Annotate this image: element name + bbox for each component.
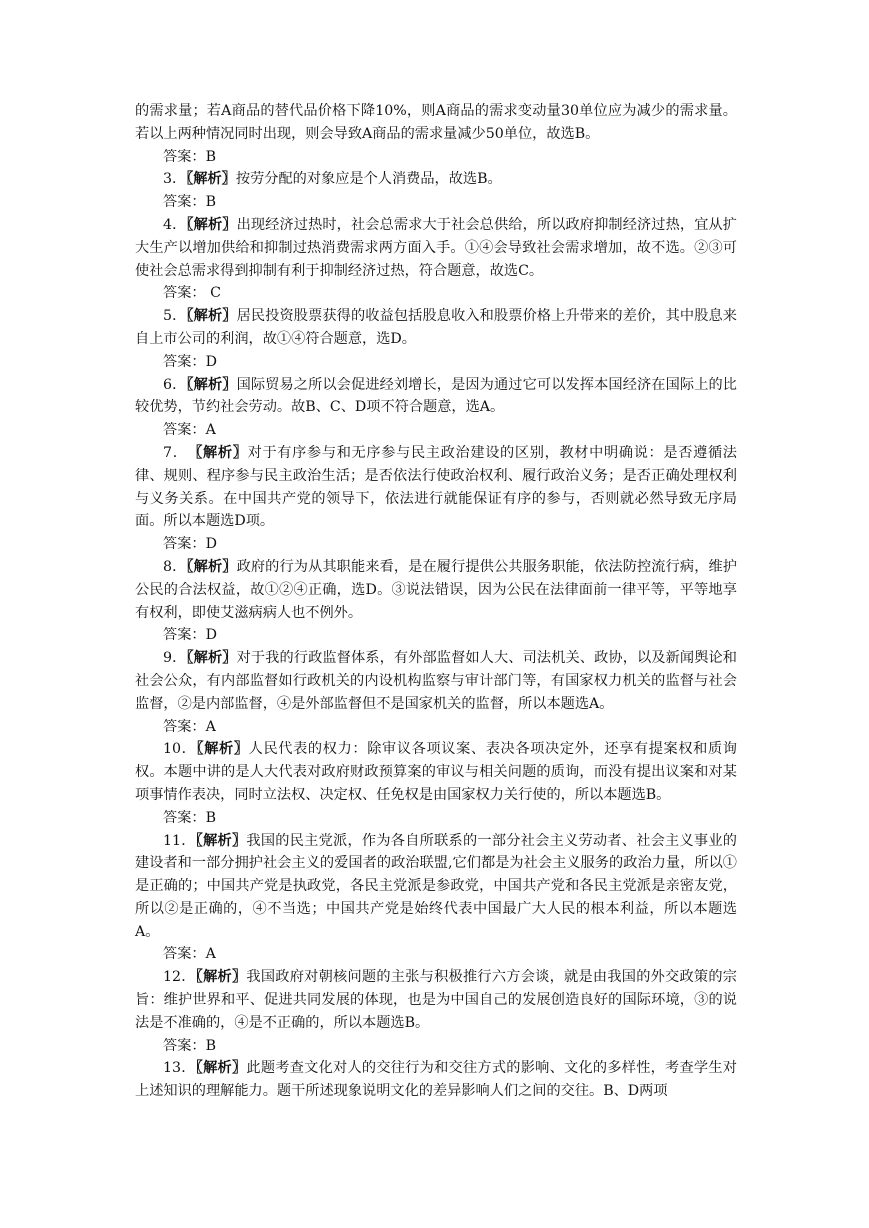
analysis-tag: 〖解析〗	[186, 376, 237, 393]
answer-line: 答案：B	[163, 148, 216, 165]
analysis-tag: 〖解析〗	[195, 969, 247, 986]
item-number: 13．	[163, 1060, 196, 1077]
item-number: 6．	[163, 376, 187, 393]
analysis-tag: 〖解析〗	[195, 444, 248, 461]
answer-line: 答案：A	[163, 718, 216, 735]
item-number: 12．	[163, 969, 196, 986]
explanation-text: 政府的行为从其职能来看，是在履行提供公共服务职能，依法防控流行病，维护公民的合法权益，故①②④正确，选D。③说法错误，因为公民在法律面前一律平等，平等地享有权利，即使艾滋病病人也不例外。	[135, 558, 737, 621]
explanation-text: 人民代表的权力：除审议各项议案、表决各项决定外，还享有提案权和质询权。本题中讲的是人大代表对政府财政预算案的审议与相关问题的质询，而没有提出议案和对某项事情作表决，同时立法权、决定权、任免权是由国家权力关行使的，所以本题选B。	[135, 741, 737, 803]
explanation-7	[135, 442, 737, 533]
explanation-text: 出现经济过热时，社会总需求大于社会总供给，所以政府抑制经济过热，宜从扩大生产以增加供给和抑制过热消费需求两方面入手。①④会导致社会需求增加，故不选。②③可使社会总需求得到抑制有利于抑制经济过热，符合题意，故选C。	[135, 216, 737, 279]
item-number: 3．	[163, 171, 187, 188]
explanation-text: 我国政府对朝核问题的主张与积极推行六方会谈，就是由我国的外交政策的宗旨：维护世界和平、促进共同发展的体现，也是为中国自己的发展创造良好的国际环境，③的说法是不准确的，④是不正确的，所以本题选B。	[135, 969, 737, 1031]
answer-line: 答案：A	[163, 946, 216, 963]
explanation-5	[135, 305, 737, 351]
answer-line: 答案： C	[163, 285, 221, 302]
item-number: 11．	[163, 832, 196, 849]
item-number: 8．	[163, 558, 187, 575]
explanation-text: 此题考查文化对人的交往行为和交往方式的影响、文化的多样性，考查学生对上述知识的理解能力。题干所述现象说明文化的差异影响人们之间的交往。B、D两项	[135, 1060, 737, 1100]
answer-line: 答案：D	[163, 627, 217, 644]
item-number: 4．	[163, 216, 187, 233]
explanation-text: 按劳分配的对象应是个人消费品，故选B。	[235, 171, 502, 188]
explanation-11	[135, 830, 737, 944]
document-page	[135, 100, 737, 1103]
analysis-tag: 〖解析〗	[196, 741, 249, 758]
answer-line: 答案：A	[163, 422, 216, 439]
explanation-8	[135, 556, 737, 624]
answer-line: 答案：B	[163, 809, 216, 826]
item-number: 10．	[163, 741, 197, 758]
explanation-10	[135, 738, 737, 806]
item-number: 5．	[163, 308, 187, 325]
answer-line: 答案：D	[163, 353, 217, 370]
explanation-text: 对于有序参与和无序参与民主政治建设的区别，教材中明确说：是否遵循法律、规则、程序参与民主政治生活；是否依法行使政治权利、履行政治义务；是否正确处理权利与义务关系。在中国共产党的领导下，依法进行就能保证有序的参与，否则就必然导致无序局面。所以本题选D项。	[135, 444, 737, 530]
explanation-12	[135, 966, 737, 1034]
analysis-tag: 〖解析〗	[195, 1060, 247, 1077]
explanation-9	[135, 647, 737, 715]
analysis-tag: 〖解析〗	[186, 216, 237, 233]
item-number: 9．	[163, 650, 187, 667]
explanation-text: 对于我的行政监督体系，有外部监督如人大、司法机关、政协，以及新闻舆论和社会公众，有内部监督如行政机关的内设机构监察与审计部门等，有国家权力机关的监督与社会监督，②是内部监督，④是外部监督但不是国家机关的监督，所以本题选A。	[135, 650, 737, 712]
analysis-tag: 〖解析〗	[186, 558, 237, 575]
answer-line: 答案：B	[163, 194, 216, 211]
explanation-text: 居民投资股票获得的收益包括股息收入和股票价格上升带来的差价，其中股息来自上市公司的利润，故①④符合题意，选D。	[135, 308, 737, 347]
answer-line: 答案：D	[163, 536, 217, 553]
continuation-paragraph: 的需求量；若A商品的替代品价格下降10%，则A商品的需求变动量30单位应为减少的需求量。若以上两种情况同时出现，则会导致A商品的需求量减少50单位，故选B。	[135, 103, 737, 142]
explanation-text: 我国的民主党派，作为各自所联系的一部分社会主义劳动者、社会主义事业的建设者和一部分拥护社会主义的爱国者的政治联盟,它们都是为社会主义服务的政治力量，所以①是正确的；中国共产党是执政党，各民主党派是参政党，中国共产党和各民主党派是亲密友党，所以②是正确的，④不当选；中国共产党是始终代表中国最广大人民的根本利益，所以本题选A。	[135, 832, 737, 940]
explanation-3	[135, 168, 737, 191]
analysis-tag: 〖解析〗	[186, 171, 236, 188]
answer-line: 答案：B	[163, 1037, 216, 1054]
analysis-tag: 〖解析〗	[186, 308, 237, 325]
item-number: 7．	[163, 444, 196, 461]
analysis-tag: 〖解析〗	[195, 832, 247, 849]
analysis-tag: 〖解析〗	[186, 650, 237, 667]
explanation-text: 国际贸易之所以会促进经刘增长，是因为通过它可以发挥本国经济在国际上的比较优势，节约社会劳动。故B、C、D项不符合题意，选A。	[135, 376, 737, 416]
explanation-13	[135, 1057, 737, 1103]
explanation-4	[135, 214, 737, 282]
explanation-6	[135, 374, 737, 420]
